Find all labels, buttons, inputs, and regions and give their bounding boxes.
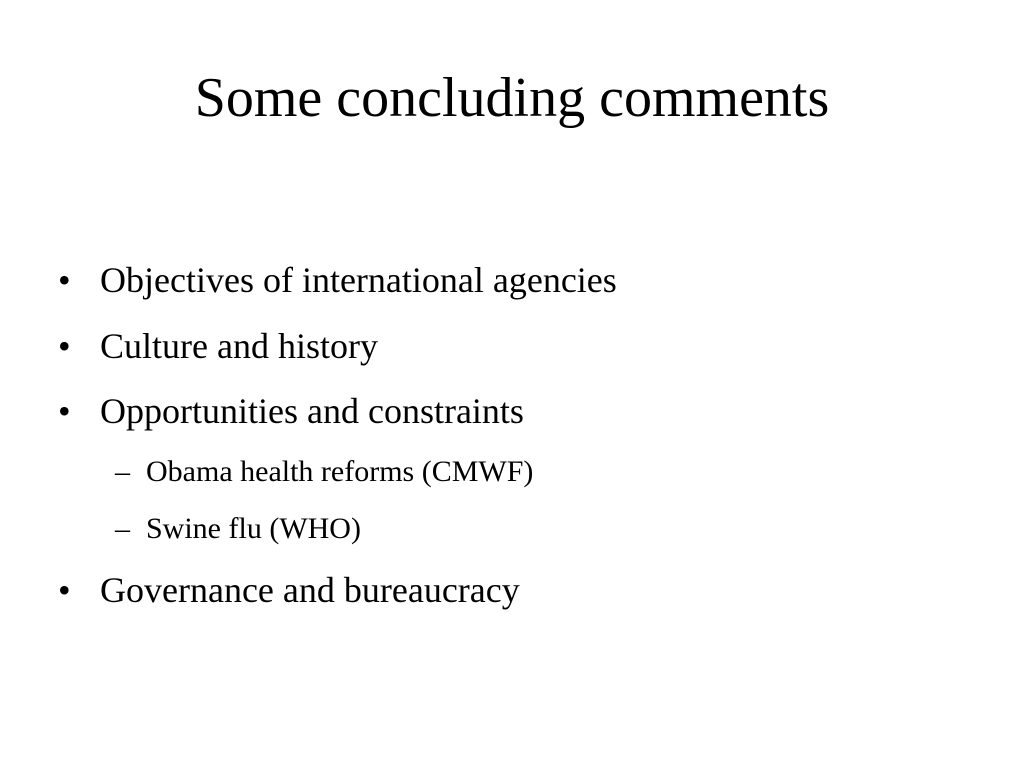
- sub-bullet-marker: –: [115, 455, 130, 488]
- sub-bullet-marker: –: [115, 512, 130, 545]
- sub-bullet-text: Obama health reforms (CMWF): [146, 455, 534, 488]
- slide-title: Some concluding comments: [194, 67, 830, 129]
- bullet-text: Objectives of international agencies: [100, 260, 617, 300]
- bullet-text: Culture and history: [100, 326, 378, 366]
- bullet-text: Opportunities and constraints: [100, 391, 524, 431]
- bullet-marker: •: [58, 391, 71, 431]
- bullet-text: Governance and bureaucracy: [100, 570, 520, 610]
- bullet-marker: •: [58, 260, 71, 300]
- bullet-marker: •: [58, 570, 71, 610]
- sub-bullet-text: Swine flu (WHO): [146, 512, 361, 545]
- bullet-marker: •: [58, 326, 71, 366]
